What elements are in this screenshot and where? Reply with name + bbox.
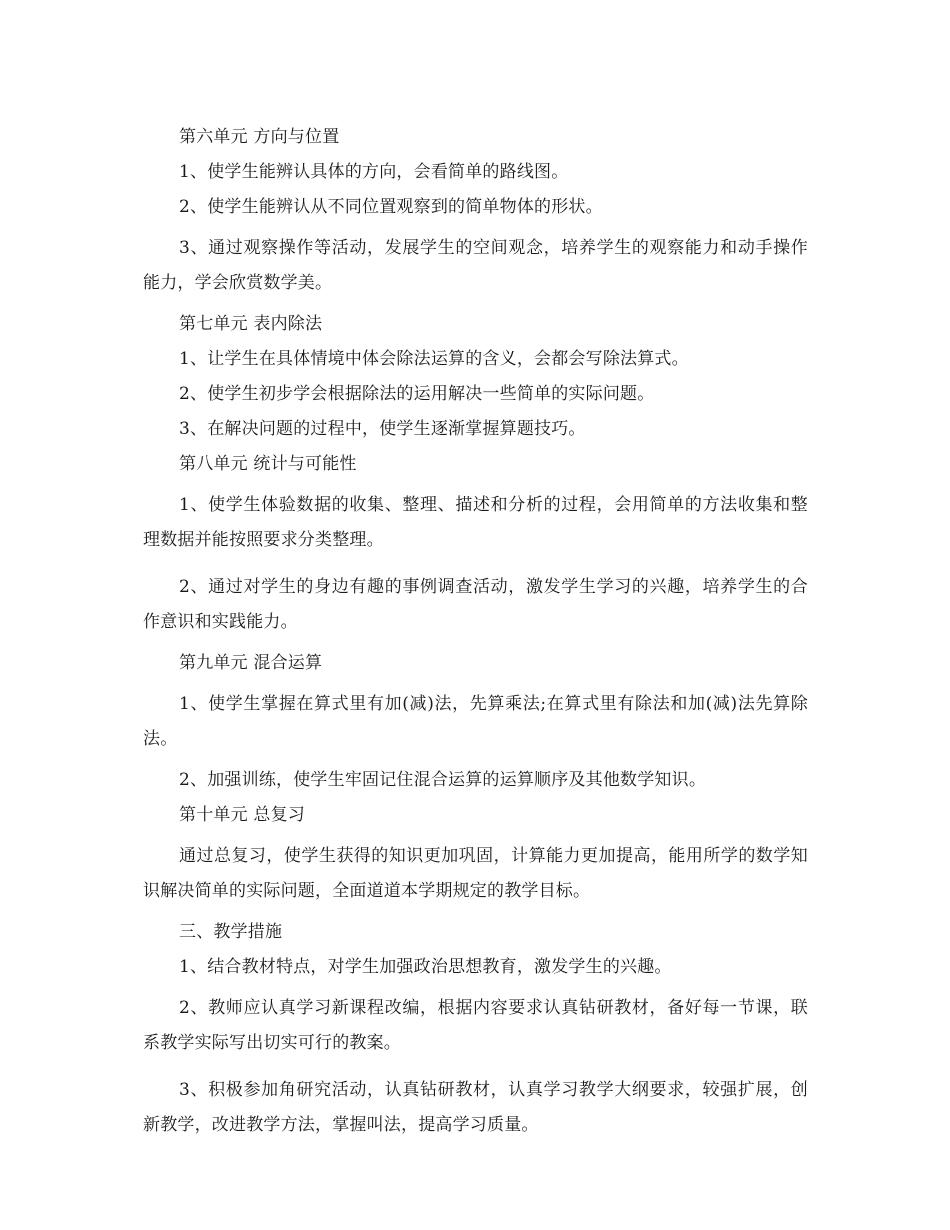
unit-6-item-3: 3、通过观察操作等活动，发展学生的空间观念，培养学生的观察能力和动手操作能力，学会欣赏数学美。 <box>143 238 808 293</box>
document-body <box>143 126 808 1155</box>
measure-item-2: 2、教师应认真学习新课程改编，根据内容要求认真钻研教材，备好每一节课，联系教学实际写出切实可行的教案。 <box>143 998 808 1053</box>
unit-6-item-2: 2、使学生能辨认从不同位置观察到的简单物体的形状。 <box>179 197 603 217</box>
unit-7-heading: 第七单元 表内除法 <box>179 314 323 334</box>
unit-9-item-2: 2、加强训练，使学生牢固记住混合运算的运算顺序及其他数学知识。 <box>179 770 707 790</box>
unit-7-item-1: 1、让学生在具体情境中体会除法运算的含义，会都会写除法算式。 <box>179 349 689 369</box>
unit-8-item-2: 2、通过对学生的身边有趣的事例调查活动，激发学生学习的兴趣，培养学生的合作意识和实践能力。 <box>143 577 808 632</box>
measure-item-1: 1、结合教材特点，对学生加强政治思想教育，激发学生的兴趣。 <box>179 957 672 977</box>
unit-6-heading: 第六单元 方向与位置 <box>179 127 340 147</box>
unit-8-item-1: 1、使学生体验数据的收集、整理、描述和分析的过程，会用简单的方法收集和整理数据并能按照要求分类整理。 <box>143 495 808 550</box>
unit-10-body: 通过总复习，使学生获得的知识更加巩固，计算能力更加提高，能用所学的数学知识解决简单的实际问题，全面道道本学期规定的教学目标。 <box>143 846 808 901</box>
section-3-heading: 三、教学措施 <box>179 922 283 942</box>
unit-7-item-3: 3、在解决问题的过程中，使学生逐渐掌握算题技巧。 <box>179 419 586 439</box>
unit-9-item-1: 1、使学生掌握在算式里有加(减)法，先算乘法;在算式里有除法和加(减)法先算除法。 <box>143 694 808 749</box>
unit-9-heading: 第九单元 混合运算 <box>179 653 323 673</box>
measure-item-3: 3、积极参加角研究活动，认真钻研教材，认真学习教学大纲要求，较强扩展，创新教学，改进教学方法，掌握叫法，提高学习质量。 <box>143 1080 808 1135</box>
unit-6-item-1: 1、使学生能辨认具体的方向，会看简单的路线图。 <box>179 162 569 182</box>
unit-10-heading: 第十单元 总复习 <box>179 805 306 825</box>
unit-7-item-2: 2、使学生初步学会根据除法的运用解决一些简单的实际问题。 <box>179 384 655 404</box>
unit-8-heading: 第八单元 统计与可能性 <box>179 454 357 474</box>
